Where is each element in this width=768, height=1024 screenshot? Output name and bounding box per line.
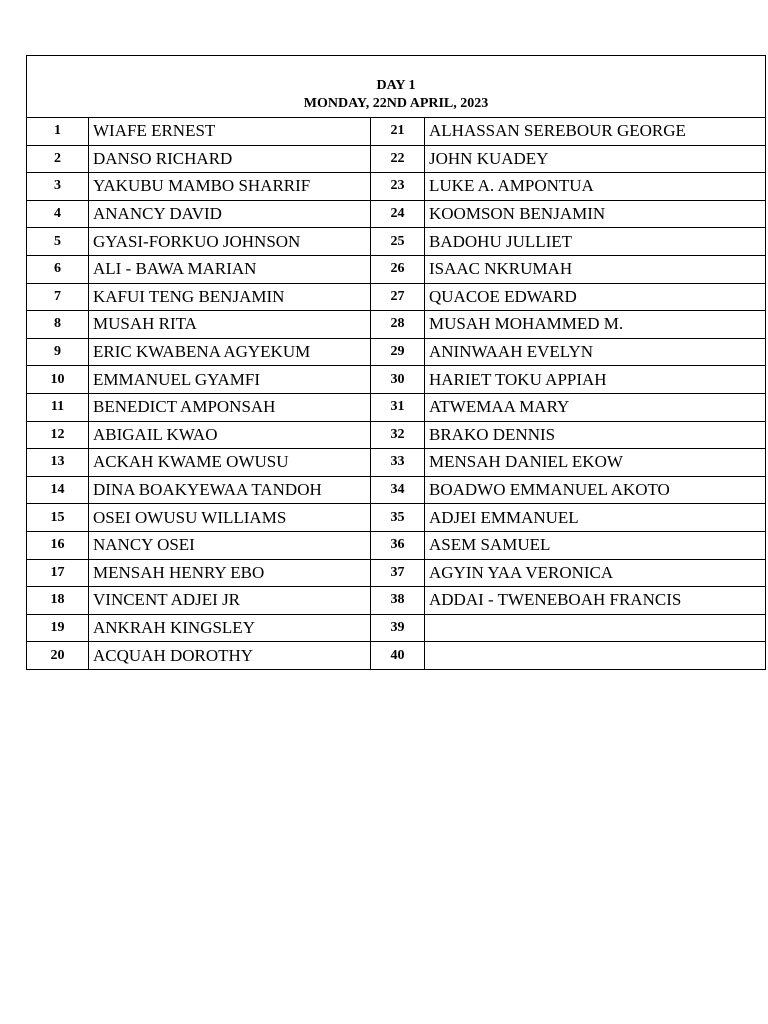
table-row: [27, 200, 766, 228]
table-row: [27, 476, 766, 504]
left-number-cell: 19: [27, 614, 89, 642]
table-row: [27, 283, 766, 311]
left-number-cell: 10: [27, 366, 89, 394]
left-number-cell: 13: [27, 449, 89, 477]
day-title: DAY 1: [376, 78, 416, 93]
right-number-cell: 21: [371, 118, 425, 146]
left-number-cell: 3: [27, 173, 89, 201]
left-number-cell: 9: [27, 338, 89, 366]
right-name-cell: [425, 642, 766, 670]
right-number-cell: 37: [371, 559, 425, 587]
table-row: [27, 366, 766, 394]
right-name-cell: MENSAH DANIEL EKOW: [425, 449, 766, 477]
left-name-cell: MUSAH RITA: [89, 311, 371, 339]
right-name-cell: KOOMSON BENJAMIN: [425, 200, 766, 228]
right-number-cell: 24: [371, 200, 425, 228]
table-row: [27, 504, 766, 532]
left-name-cell: ANKRAH KINGSLEY: [89, 614, 371, 642]
right-number-cell: 26: [371, 255, 425, 283]
table-row: [27, 449, 766, 477]
left-number-cell: 8: [27, 311, 89, 339]
left-name-cell: ALI - BAWA MARIAN: [89, 255, 371, 283]
right-number-cell: 35: [371, 504, 425, 532]
table-row: [27, 255, 766, 283]
right-number-cell: 32: [371, 421, 425, 449]
left-name-cell: YAKUBU MAMBO SHARRIF: [89, 173, 371, 201]
left-number-cell: 16: [27, 531, 89, 559]
left-number-cell: 5: [27, 228, 89, 256]
left-number-cell: 4: [27, 200, 89, 228]
right-number-cell: 28: [371, 311, 425, 339]
right-number-cell: 39: [371, 614, 425, 642]
left-number-cell: 18: [27, 587, 89, 615]
left-number-cell: 17: [27, 559, 89, 587]
right-number-cell: 27: [371, 283, 425, 311]
left-number-cell: 2: [27, 145, 89, 173]
table-row: [27, 173, 766, 201]
right-number-cell: 30: [371, 366, 425, 394]
day-date: MONDAY, 22ND APRIL, 2023: [303, 96, 489, 111]
right-name-cell: QUACOE EDWARD: [425, 283, 766, 311]
left-number-cell: 20: [27, 642, 89, 670]
attendance-table: [26, 55, 766, 670]
right-name-cell: BRAKO DENNIS: [425, 421, 766, 449]
right-number-cell: 34: [371, 476, 425, 504]
right-number-cell: 36: [371, 531, 425, 559]
right-name-cell: ALHASSAN SEREBOUR GEORGE: [425, 118, 766, 146]
table-row: [27, 531, 766, 559]
left-name-cell: NANCY OSEI: [89, 531, 371, 559]
left-name-cell: KAFUI TENG BENJAMIN: [89, 283, 371, 311]
left-number-cell: 6: [27, 255, 89, 283]
table-row: [27, 118, 766, 146]
attendance-table-body: [27, 56, 766, 670]
right-name-cell: LUKE A. AMPONTUA: [425, 173, 766, 201]
right-name-cell: ATWEMAA MARY: [425, 393, 766, 421]
right-number-cell: 25: [371, 228, 425, 256]
header-row: [27, 56, 766, 118]
left-name-cell: EMMANUEL GYAMFI: [89, 366, 371, 394]
right-name-cell: [425, 614, 766, 642]
right-name-cell: AGYIN YAA VERONICA: [425, 559, 766, 587]
left-name-cell: BENEDICT AMPONSAH: [89, 393, 371, 421]
table-row: [27, 559, 766, 587]
table-row: [27, 421, 766, 449]
table-row: [27, 338, 766, 366]
right-name-cell: ANINWAAH EVELYN: [425, 338, 766, 366]
table-row: [27, 614, 766, 642]
header-cell: [27, 56, 766, 118]
left-number-cell: 15: [27, 504, 89, 532]
right-number-cell: 31: [371, 393, 425, 421]
left-name-cell: ACQUAH DOROTHY: [89, 642, 371, 670]
right-number-cell: 40: [371, 642, 425, 670]
right-number-cell: 23: [371, 173, 425, 201]
left-name-cell: ABIGAIL KWAO: [89, 421, 371, 449]
left-name-cell: WIAFE ERNEST: [89, 118, 371, 146]
left-name-cell: ACKAH KWAME OWUSU: [89, 449, 371, 477]
right-number-cell: 29: [371, 338, 425, 366]
left-name-cell: DANSO RICHARD: [89, 145, 371, 173]
right-name-cell: ASEM SAMUEL: [425, 531, 766, 559]
right-name-cell: ADDAI - TWENEBOAH FRANCIS: [425, 587, 766, 615]
right-name-cell: ISAAC NKRUMAH: [425, 255, 766, 283]
table-row: [27, 228, 766, 256]
left-name-cell: DINA BOAKYEWAA TANDOH: [89, 476, 371, 504]
right-number-cell: 22: [371, 145, 425, 173]
left-number-cell: 12: [27, 421, 89, 449]
right-number-cell: 33: [371, 449, 425, 477]
table-row: [27, 311, 766, 339]
right-name-cell: BADOHU JULLIET: [425, 228, 766, 256]
table-row: [27, 145, 766, 173]
right-name-cell: MUSAH MOHAMMED M.: [425, 311, 766, 339]
left-number-cell: 7: [27, 283, 89, 311]
table-row: [27, 642, 766, 670]
left-name-cell: VINCENT ADJEI JR: [89, 587, 371, 615]
left-name-cell: OSEI OWUSU WILLIAMS: [89, 504, 371, 532]
right-name-cell: HARIET TOKU APPIAH: [425, 366, 766, 394]
left-name-cell: MENSAH HENRY EBO: [89, 559, 371, 587]
left-name-cell: GYASI-FORKUO JOHNSON: [89, 228, 371, 256]
right-name-cell: BOADWO EMMANUEL AKOTO: [425, 476, 766, 504]
left-name-cell: ERIC KWABENA AGYEKUM: [89, 338, 371, 366]
left-number-cell: 14: [27, 476, 89, 504]
left-number-cell: 11: [27, 393, 89, 421]
right-name-cell: JOHN KUADEY: [425, 145, 766, 173]
right-name-cell: ADJEI EMMANUEL: [425, 504, 766, 532]
left-name-cell: ANANCY DAVID: [89, 200, 371, 228]
left-number-cell: 1: [27, 118, 89, 146]
table-row: [27, 393, 766, 421]
table-row: [27, 587, 766, 615]
right-number-cell: 38: [371, 587, 425, 615]
